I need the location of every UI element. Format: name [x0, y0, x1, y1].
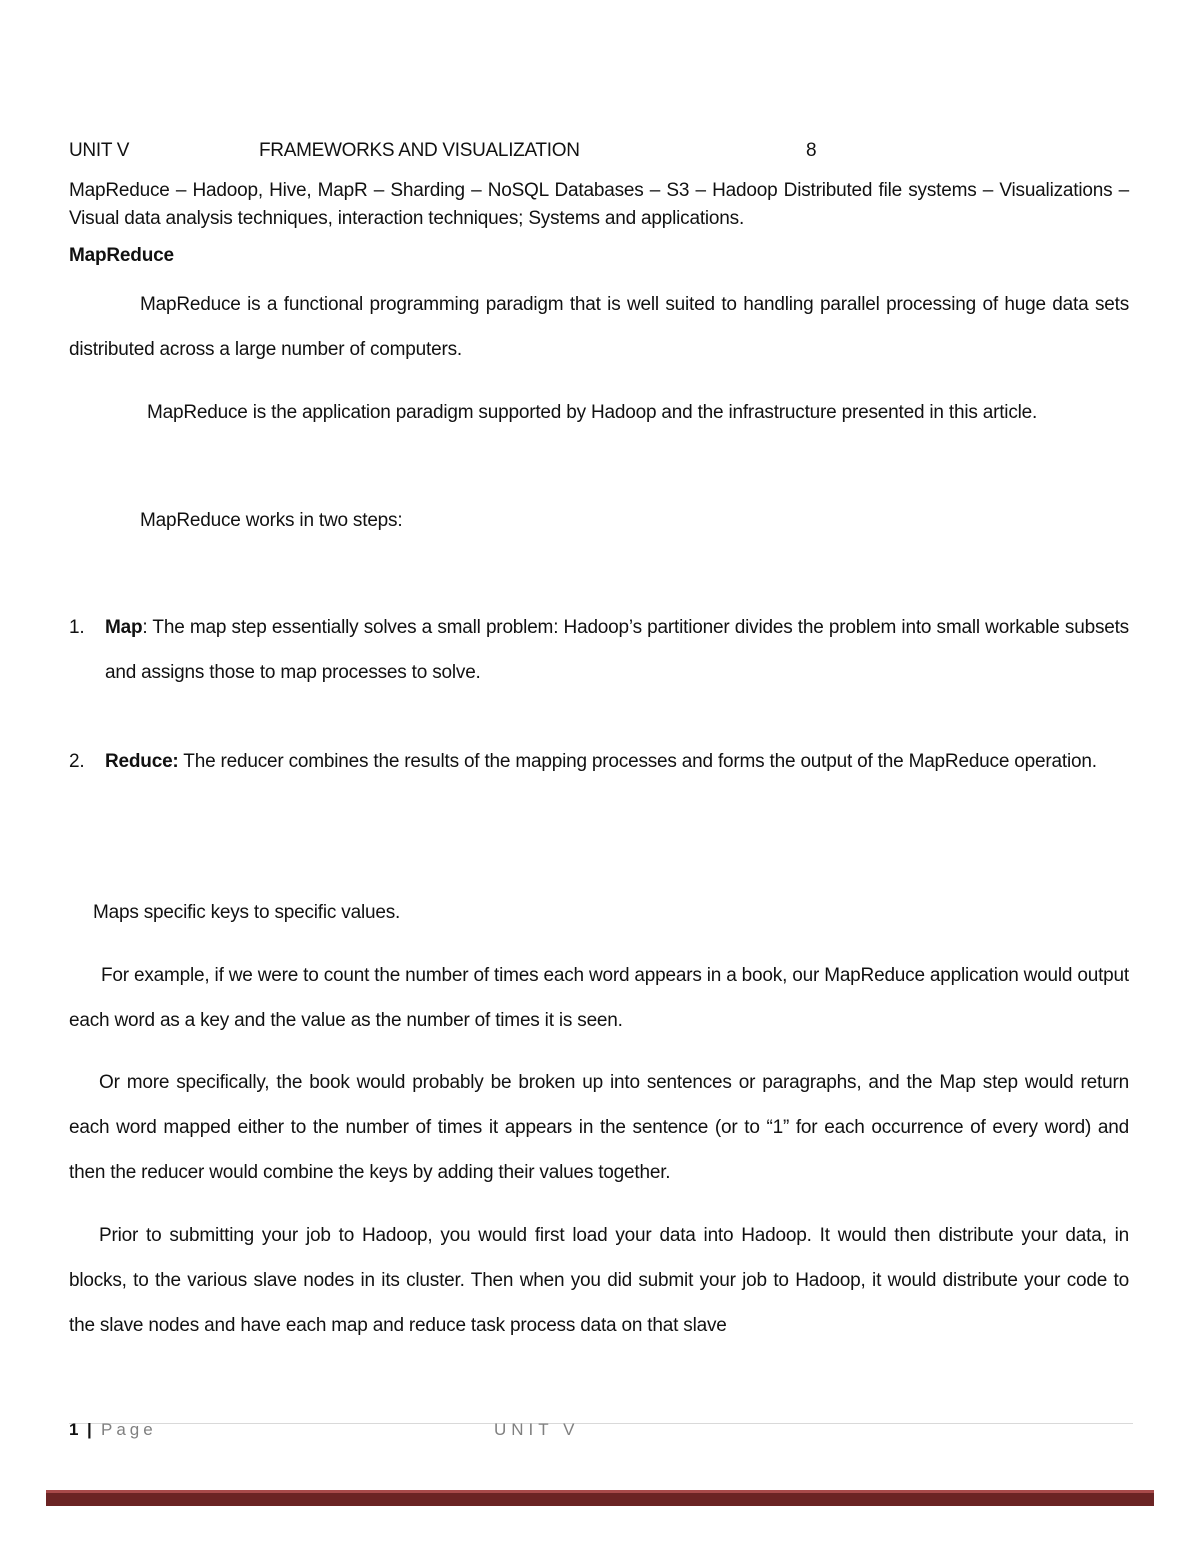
- footer-unit-label: UNIT V: [494, 1420, 580, 1439]
- section-heading: MapReduce: [69, 245, 174, 266]
- list-body: [105, 605, 1129, 695]
- paragraph-specifically: Or more specifically, the book would probably be broken up into sentences or paragraphs, and the Map step would return each word mapped either to the number of times it appears in the sentence (or to “1” for each occurrence of every word) and then the reducer would combine the keys by adding their values together.: [69, 1072, 1129, 1183]
- list-item-reduce: [69, 739, 1129, 784]
- unit-title: FRAMEWORKS AND VISUALIZATION: [259, 140, 580, 161]
- paragraph-example: For example, if we were to count the number of times each word appears in a book, our MapReduce application would output each word as a key and the value as the number of times it is seen.: [69, 965, 1129, 1031]
- list-term: Map: [105, 617, 143, 638]
- list-item-map: [69, 605, 1129, 695]
- footer-divider: [69, 1423, 1133, 1424]
- list-number: 1.: [69, 617, 85, 638]
- syllabus-topics: MapReduce – Hadoop, Hive, MapR – Sharding – NoSQL Databases – S3 – Hadoop Distributed file systems – Visualizations – Visual data analysis techniques, interaction techniques; Systems and applications.: [69, 180, 1129, 229]
- list-number: 2.: [69, 751, 85, 772]
- list-text: The reducer combines the results of the mapping processes and forms the output of the MapReduce operation.: [178, 751, 1097, 772]
- unit-hours: 8: [806, 140, 817, 161]
- footer-page-number: 1: [69, 1420, 79, 1439]
- paragraph-two-steps: MapReduce works in two steps:: [140, 510, 403, 531]
- footer-separator: |: [87, 1420, 92, 1439]
- paragraph-prior-submitting: Prior to submitting your job to Hadoop, you would first load your data into Hadoop. It would then distribute your data, in blocks, to the various slave nodes in its cluster. Then when you did submit your job to Hadoop, it would distribute your code to the slave nodes and have each map and reduce task process data on that slave: [69, 1225, 1129, 1336]
- paragraph-maps-keys: Maps specific keys to specific values.: [93, 902, 401, 923]
- list-term: Reduce:: [105, 751, 179, 772]
- paragraph-hadoop-paradigm: MapReduce is the application paradigm supported by Hadoop and the infrastructure presented in this article.: [147, 402, 1038, 423]
- footer-page-label: Page: [101, 1420, 157, 1439]
- unit-label: UNIT V: [69, 140, 130, 161]
- list-body: [105, 739, 1129, 784]
- list-text: : The map step essentially solves a small problem: Hadoop’s partitioner divides the problem into small workable subsets and assigns those to map processes to solve.: [105, 617, 1129, 683]
- paragraph-definition: MapReduce is a functional programming paradigm that is well suited to handling parallel processing of huge data sets distributed across a large number of computers.: [69, 294, 1129, 360]
- unit-header: [69, 140, 1129, 166]
- page-bottom-border: [46, 1490, 1154, 1506]
